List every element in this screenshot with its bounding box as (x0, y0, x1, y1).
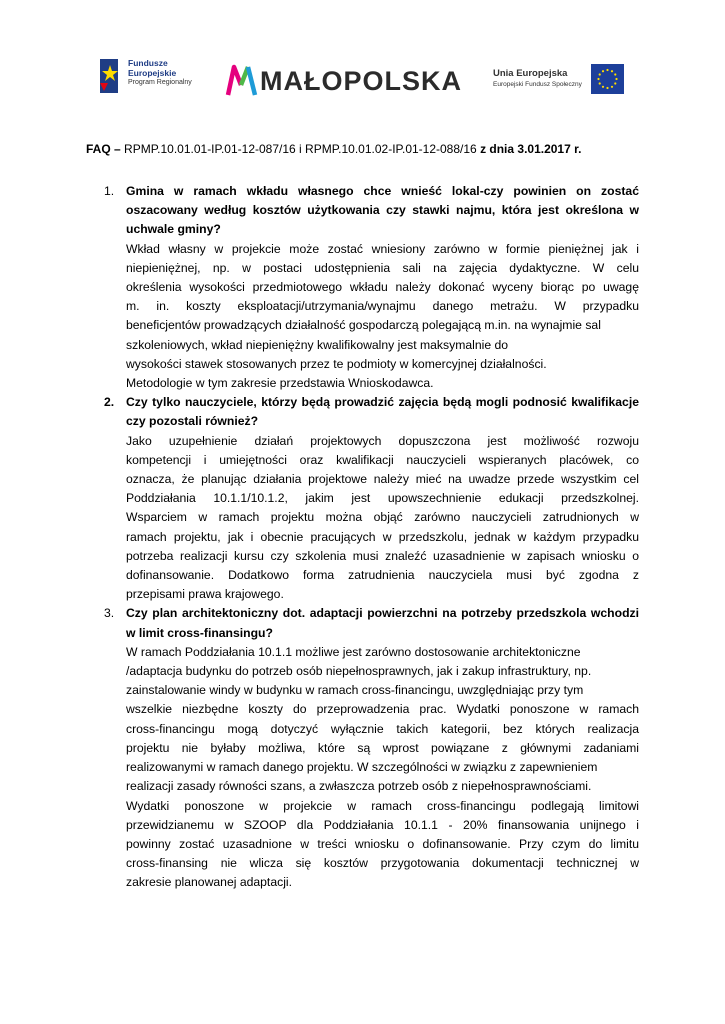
faq-answer (126, 643, 639, 893)
answer-line: Metodologie w tym zakresie przedstawia Wnioskodawca. (126, 376, 434, 391)
answer-line: Jako uzupełnienie działań projektowych dopuszczona jest możliwość rozwoju (126, 433, 639, 448)
eu-star (614, 82, 616, 84)
faq-question: Czy tylko nauczyciele, którzy będą prowadzić zajęcia będą mogli podnosić kwalifikacje czy pozostali również? (126, 395, 639, 429)
eu-line2: Europejski Fundusz Społeczny (493, 81, 582, 88)
answer-line: potrzeba realizacji kursu czy szkolenia musi znaleźć uzasadnienie w zapisach wniosku o (126, 548, 639, 563)
fe-star-icon (96, 57, 124, 97)
eu-star (602, 86, 604, 88)
malopolska-m-icon (225, 63, 259, 97)
faq-item-number: 3. (104, 606, 115, 621)
fe-logo-text (128, 58, 192, 88)
answer-line: realizowanymi w ramach danego projektu. W szczególności w związku z zapewnieniem (126, 760, 598, 775)
fe-line1: Fundusze (128, 58, 168, 68)
answer-line: cross-financingu mogą dotyczyć wyłącznie takich kategorii, bez których realizacja (126, 721, 639, 736)
eu-star (614, 73, 616, 75)
title-date: z dnia 3.01.2017 r. (480, 142, 582, 156)
faq-item (104, 604, 639, 892)
answer-line: Wkład własny w projekcie może zostać wniesiony zarówno w formie pieniężnej jak i (126, 241, 639, 256)
fe-line3: Program Regionalny (128, 79, 192, 86)
eu-star (597, 78, 599, 80)
answer-line: wysokości stawek stosowanych przez te podmioty w komercyjnej działalności. (126, 356, 547, 371)
eu-star (599, 82, 601, 84)
answer-line: beneficjentów prowadzących działalność gospodarczą polegającą m.in. na wynajmie sal (126, 318, 601, 333)
faq-list (104, 182, 639, 893)
faq-item-number: 2. (104, 395, 115, 410)
answer-line: zainstalowanie windy w budynku w ramach cross-financingu, uwzględniając przy tym (126, 683, 584, 698)
faq-answer (126, 240, 639, 394)
answer-line: szkoleniowych, wkład niepieniężny kwalifikowalny jest maksymalnie do (126, 337, 509, 352)
document-title (86, 141, 666, 157)
answer-line: /adaptacja budynku do potrzeb osób niepełnosprawnych, jak i zakup infrastruktury, np. (126, 664, 592, 679)
answer-line: cross-finansing nie wlicza się kosztów przygotowania dokumentacji technicznej w (126, 856, 639, 871)
fundusze-europejskie-logo (96, 57, 214, 97)
answer-line: zakresie planowanej adaptacji. (126, 875, 292, 890)
answer-line: określenia wysokości przedmiotowego wkładu należy dokonać wyceny biorąc po uwagę (126, 280, 639, 295)
faq-question: Czy plan architektoniczny dot. adaptacji powierzchni na potrzeby przedszkola wchodzi w limit cross-finansingu? (126, 606, 639, 640)
eu-star (606, 69, 608, 71)
faq-item-number: 1. (104, 184, 115, 198)
logo-header (88, 44, 638, 106)
answer-line: realizacji zasady równości szans, a zwłaszcza potrzeb osób z niepełnosprawnościami. (126, 779, 592, 794)
answer-line: przewidzianemu w SZOOP dla Poddziałania 10.1.1 - 20% finansowania unijnego i (126, 817, 639, 832)
faq-answer (126, 432, 639, 605)
faq-item (104, 182, 639, 393)
answer-line: W ramach Poddziałania 10.1.1 możliwe jest zarówno dostosowanie architektoniczne (126, 644, 581, 659)
answer-line: przepisami prawa krajowego. (126, 587, 284, 602)
unia-europejska-logo (485, 64, 635, 94)
fe-line2: Europejskie (128, 68, 177, 78)
eu-star (611, 70, 613, 72)
answer-line: wszelkie niezbędne koszty do przeprowadzenia prac. Wydatki ponoszone w ramach (126, 702, 639, 717)
answer-line: Wsparciem w ramach projektu można objąć zarówno nauczycieli zatrudnionych w (126, 510, 639, 525)
faq-item (104, 393, 639, 604)
title-codes: RPMP.10.01.01-IP.01-12-087/16 i RPMP.10.01.02-IP.01-12-088/16 (120, 142, 481, 156)
malopolska-text: MAŁOPOLSKA (260, 66, 462, 96)
faq-question: Gmina w ramach wkładu własnego chce wnieść lokal-czy powinien on zostać oszacowany według kosztów użytkowania czy stawki najmu, która jest określona w uchwale gminy? (126, 184, 639, 237)
eu-star (606, 87, 608, 89)
eu-flag-icon (591, 64, 624, 94)
eu-line1: Unia Europejska (493, 68, 568, 79)
title-prefix: FAQ – (86, 142, 121, 156)
malopolska-logo (225, 63, 462, 99)
answer-line: Wydatki ponoszone w projekcie w ramach cross-financingu podlegają limitowi (126, 798, 639, 813)
answer-line: niepieniężnej, np. w postaci udostępnienia sali na zajęcia dydaktyczne. W celu (126, 260, 639, 275)
answer-line: ramach projektu, jak i obecnie pracujących w przedszkolu, jednak w każdym przypadku (126, 529, 639, 544)
eu-star (615, 78, 617, 80)
eu-star (599, 73, 601, 75)
answer-line: projektu nie byłaby możliwa, które są wprost powiązane z głównymi zadaniami (126, 740, 639, 755)
answer-line: oznacza, że planując działania projektowe należy mieć na uwadze przede wszystkim cel (126, 472, 639, 487)
eu-star (602, 70, 604, 72)
answer-line: m. in. koszty eksploatacji/utrzymania/wynajmu danego metrażu. W przypadku (126, 299, 639, 314)
answer-line: dofinansowanie. Dodatkowo forma zatrudnienia nauczyciela musi być zgodna z (126, 568, 639, 583)
answer-line: powinny zostać uzasadnione w treści wniosku o dofinansowanie. Przy czym do limitu (126, 836, 639, 851)
answer-line: Poddziałania 10.1.1/10.1.2, jakim jest upowszechnienie edukacji przedszkolnej. (126, 491, 639, 506)
eu-star (611, 86, 613, 88)
eu-logo-text (493, 68, 582, 90)
answer-line: kompetencji i umiejętności oraz kwalifikacji nauczycieli wspieranych placówek, co (126, 452, 639, 467)
